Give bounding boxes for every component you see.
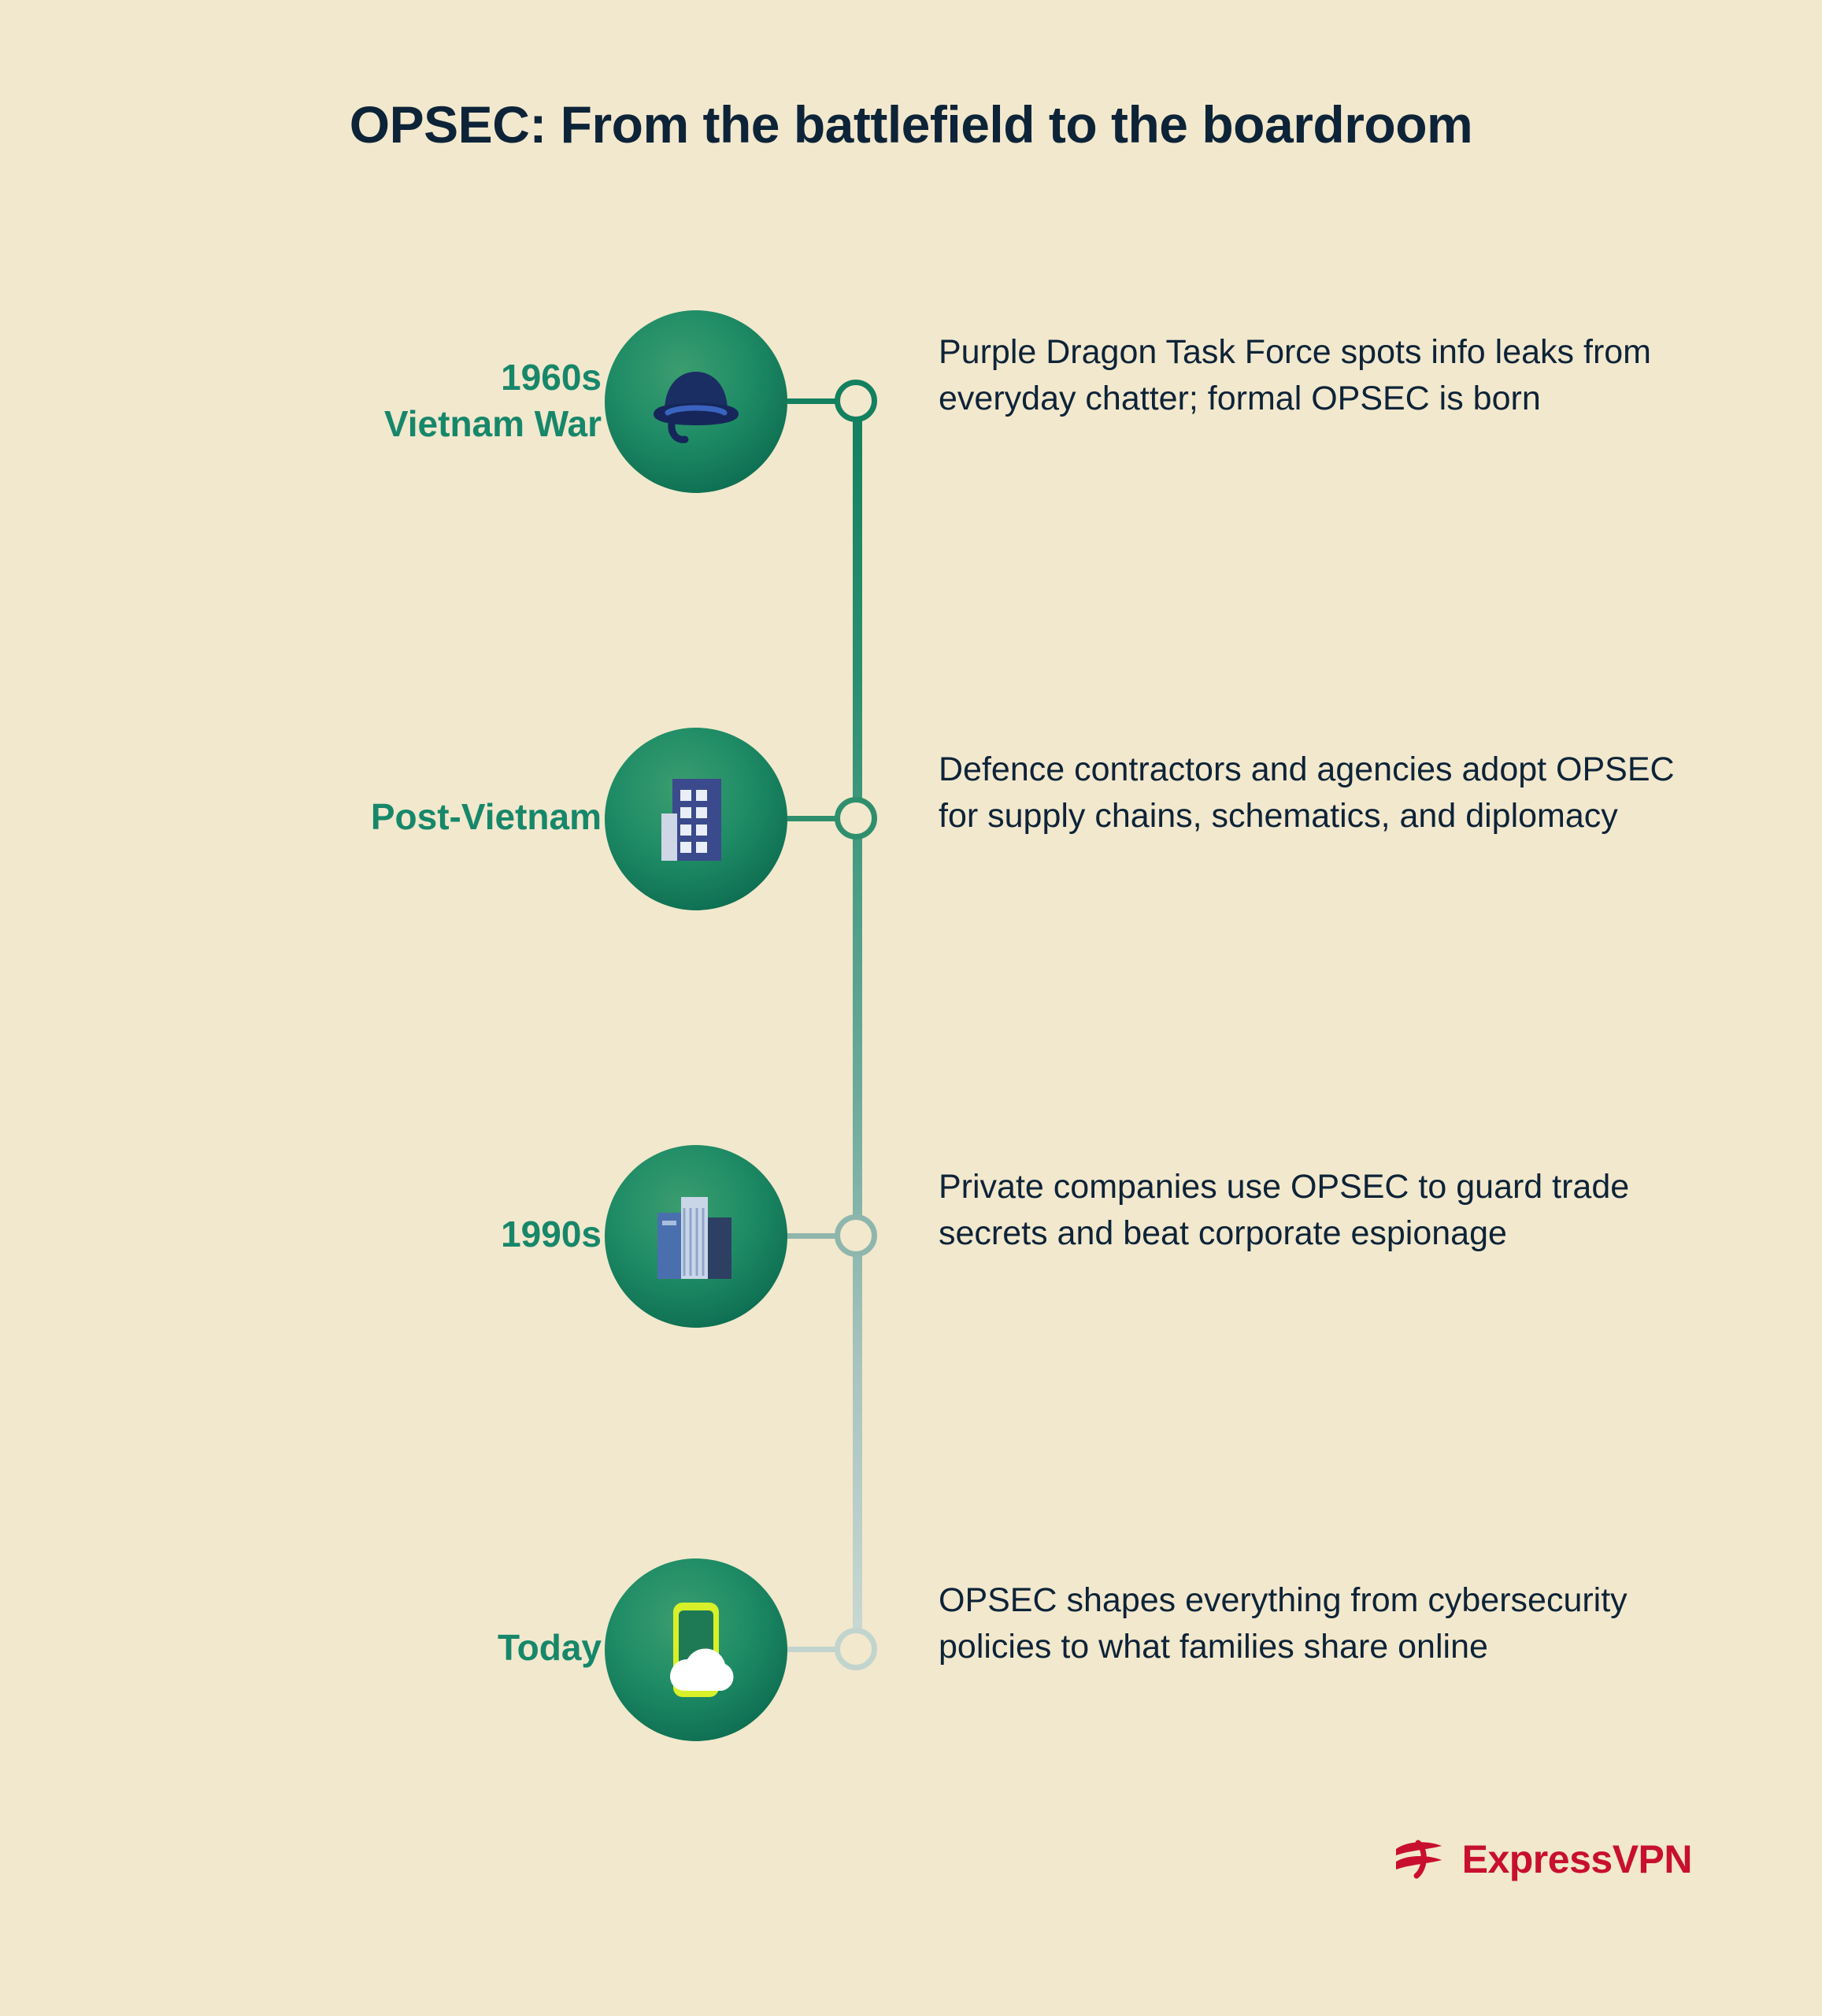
timeline-text-3: Private companies use OPSEC to guard trade secrets and beat corporate espionage	[939, 1168, 1630, 1253]
mobile-cloud-icon	[653, 1595, 739, 1705]
timeline-item-1	[0, 315, 1822, 551]
timeline-item-4	[0, 1563, 1822, 1799]
timeline-node-1	[835, 380, 877, 422]
timeline-spine	[853, 410, 862, 1638]
timeline-text-2: Defence contractors and agencies adopt OPSEC for supply chains, schematics, and diplomacy	[939, 750, 1675, 836]
timeline-icon-badge-3	[605, 1145, 787, 1328]
timeline-item-2	[0, 732, 1822, 969]
timeline-year-2	[161, 794, 602, 840]
timeline-icon-badge-1	[605, 310, 787, 493]
timeline-year-1-line2: Vietnam War	[383, 402, 602, 444]
timeline-year-4	[161, 1625, 602, 1671]
timeline-node-4	[835, 1628, 877, 1670]
timeline-year-2-line1: Post-Vietnam	[370, 796, 602, 837]
timeline-year-1	[161, 354, 602, 447]
expressvpn-logo-icon	[1388, 1829, 1450, 1890]
page-title: OPSEC: From the battlefield to the boardroom	[349, 95, 1473, 154]
timeline-text-1: Purple Dragon Task Force spots info leaks from everyday chatter; formal OPSEC is born	[939, 333, 1651, 418]
military-hat-icon	[641, 354, 751, 449]
timeline-icon-badge-4	[605, 1558, 787, 1741]
brand-name: ExpressVPN	[1461, 1837, 1692, 1881]
timeline-text-4: OPSEC shapes everything from cybersecurity policies to what families share online	[939, 1581, 1628, 1666]
skyscrapers-icon	[646, 1184, 746, 1288]
timeline-node-2	[835, 797, 877, 839]
timeline-year-1-line1: 1960s	[501, 357, 602, 398]
timeline-year-3	[161, 1211, 602, 1258]
timeline-item-3	[0, 1150, 1822, 1386]
timeline-year-4-line1: Today	[497, 1627, 602, 1668]
timeline-node-3	[835, 1214, 877, 1257]
timeline-icon-badge-2	[605, 728, 787, 910]
brand-logo	[1388, 1829, 1692, 1890]
office-building-icon	[649, 768, 743, 870]
timeline-year-3-line1: 1990s	[501, 1214, 602, 1254]
